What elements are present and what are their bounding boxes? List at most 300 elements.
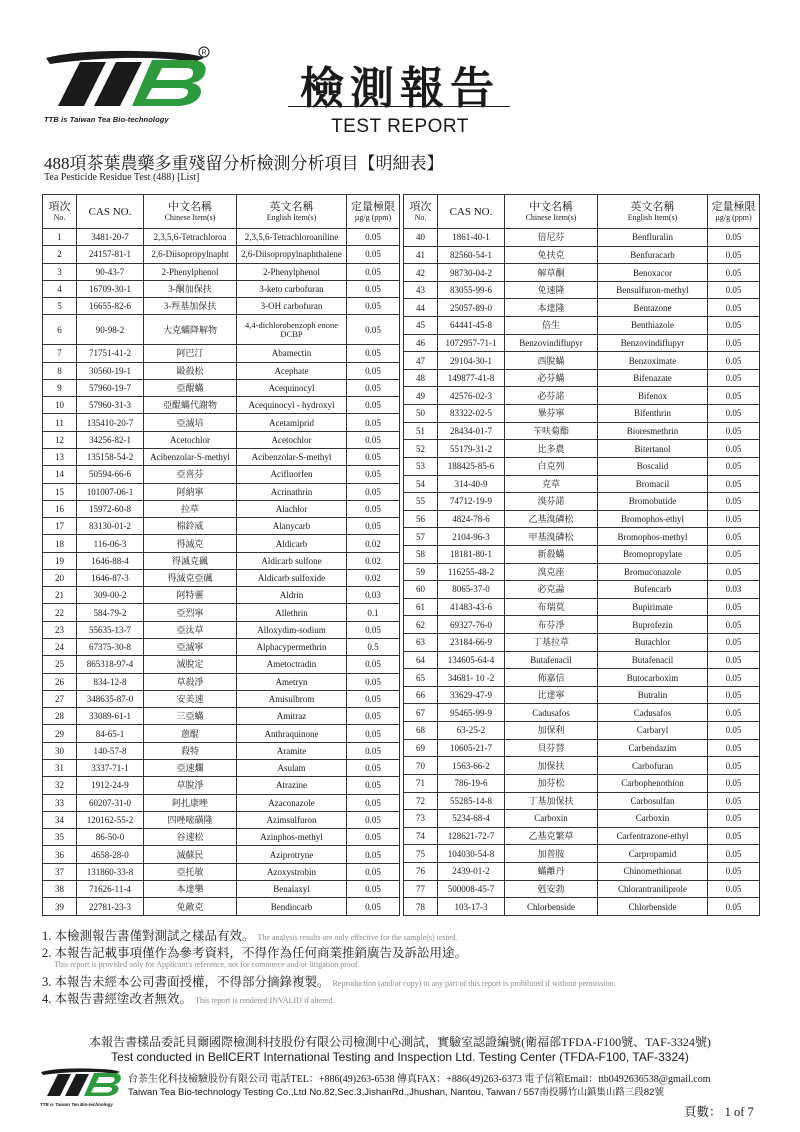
- table-row: [404, 440, 760, 458]
- cas-number: 188425-85-6: [438, 457, 505, 475]
- cas-number: 149877-41-8: [438, 369, 505, 387]
- loq-value: 0.05: [347, 708, 400, 725]
- loq-value: 0.05: [708, 827, 760, 845]
- english-name: Acequinocyl: [237, 379, 347, 396]
- loq-value: 0.05: [347, 246, 400, 263]
- row-no: 47: [404, 352, 438, 370]
- table-row: [404, 581, 760, 599]
- row-no: 36: [43, 846, 77, 863]
- chinese-name: 貝芬替: [505, 739, 598, 757]
- chinese-name: 谷速松: [144, 829, 237, 846]
- table-row: [404, 528, 760, 546]
- english-name: Bensulfuron-methyl: [598, 281, 708, 299]
- cas-number: 786-19-6: [438, 774, 505, 792]
- chinese-name: 3-酮加保扶: [144, 280, 237, 297]
- table-row: [404, 616, 760, 634]
- report-notes: [42, 926, 758, 1006]
- english-name: Benalaxyl: [237, 880, 347, 897]
- table-row: [404, 686, 760, 704]
- loq-value: 0.05: [708, 634, 760, 652]
- loq-value: 0.02: [347, 552, 400, 569]
- cas-number: 314-40-9: [438, 475, 505, 493]
- pesticide-tables: [42, 194, 758, 916]
- english-name: Butralin: [598, 686, 708, 704]
- header-cas: CAS NO.: [77, 195, 144, 229]
- chinese-name: 拉草: [144, 500, 237, 517]
- table-row: [43, 639, 400, 656]
- chinese-name: 布瑞莫: [505, 598, 598, 616]
- cas-number: 134605-64-4: [438, 651, 505, 669]
- list-title-en: Tea Pesticide Residue Test (488) [List]: [44, 172, 200, 183]
- row-no: 16: [43, 500, 77, 517]
- loq-value: 0.05: [347, 362, 400, 379]
- chinese-name: 白克列: [505, 457, 598, 475]
- cas-number: 33089-61-1: [77, 708, 144, 725]
- chinese-name: 蟎離丹: [505, 862, 598, 880]
- note-1: 1. 本檢測報告書僅對測試之樣品有效。 The analysis results are only effective for the sample(s) tested.: [42, 929, 458, 943]
- english-name: Acephate: [237, 362, 347, 379]
- svg-text:R: R: [201, 49, 207, 57]
- loq-value: 0.03: [347, 587, 400, 604]
- english-name: Aziprotryne: [237, 846, 347, 863]
- logo-tagline: TTB is Taiwan Tea Bio-technology: [44, 115, 169, 124]
- loq-value: 0.05: [347, 448, 400, 465]
- english-name: Carbosulfan: [598, 792, 708, 810]
- row-no: 77: [404, 880, 438, 898]
- table-row: [43, 500, 400, 517]
- english-name: Aldicarb: [237, 535, 347, 552]
- chinese-name: 佈嘉信: [505, 669, 598, 687]
- chinese-name: 加保扶: [505, 757, 598, 775]
- row-no: 21: [43, 587, 77, 604]
- row-no: 61: [404, 598, 438, 616]
- table-row: [404, 810, 760, 828]
- english-name: Benzovindiflupyr: [598, 334, 708, 352]
- chinese-name: 乙基克繁草: [505, 827, 598, 845]
- loq-value: 0.05: [347, 742, 400, 759]
- table-row: [404, 845, 760, 863]
- english-name: Carpropamid: [598, 845, 708, 863]
- english-name: Buprofezin: [598, 616, 708, 634]
- header-chinese-name: 中文名稱 Chinese Item(s): [144, 195, 237, 229]
- english-name: Bufencarb: [598, 581, 708, 599]
- row-no: 29: [43, 725, 77, 742]
- loq-value: 0.05: [347, 898, 400, 916]
- table-row: [404, 510, 760, 528]
- row-no: 39: [43, 898, 77, 916]
- cas-number: 3337-71-1: [77, 760, 144, 777]
- cas-number: 4824-78-6: [438, 510, 505, 528]
- row-no: 23: [43, 621, 77, 638]
- row-no: 43: [404, 281, 438, 299]
- table-header: [43, 195, 400, 229]
- loq-value: 0.05: [708, 704, 760, 722]
- table-row: [43, 466, 400, 483]
- chinese-name: 甲基溴磷松: [505, 528, 598, 546]
- english-name: Amisulbrom: [237, 690, 347, 707]
- row-no: 70: [404, 757, 438, 775]
- chinese-name: 阿扎康唑: [144, 794, 237, 811]
- english-name: 2-Phenylphenol: [237, 263, 347, 280]
- row-no: 2: [43, 246, 77, 263]
- cas-number: 103-17-3: [438, 898, 505, 916]
- row-no: 34: [43, 811, 77, 828]
- loq-value: 0.05: [347, 397, 400, 414]
- row-no: 45: [404, 317, 438, 335]
- chinese-name: 得滅克: [144, 535, 237, 552]
- cas-number: 2104-96-3: [438, 528, 505, 546]
- chinese-name: 本達樂: [144, 880, 237, 897]
- cas-number: 5234-68-4: [438, 810, 505, 828]
- chinese-name: 2,3,5,6-Tetrachloroa: [144, 229, 237, 246]
- english-name: Acifluorfen: [237, 466, 347, 483]
- row-no: 67: [404, 704, 438, 722]
- cas-number: 140-57-8: [77, 742, 144, 759]
- cas-number: 8065-37-0: [438, 581, 505, 599]
- english-name: 3-OH carbofuran: [237, 298, 347, 315]
- english-name: Azinphos-methyl: [237, 829, 347, 846]
- loq-value: 0.05: [708, 334, 760, 352]
- row-no: 10: [43, 397, 77, 414]
- chinese-name: 草脫淨: [144, 777, 237, 794]
- row-no: 32: [43, 777, 77, 794]
- row-no: 46: [404, 334, 438, 352]
- ttb-logo-small-icon: [40, 1066, 124, 1097]
- row-no: 14: [43, 466, 77, 483]
- english-name: Aldicarb sulfoxide: [237, 569, 347, 586]
- cas-number: 33629-47-9: [438, 686, 505, 704]
- row-no: 27: [43, 690, 77, 707]
- table-row: [404, 352, 760, 370]
- chinese-name: 亞托敏: [144, 863, 237, 880]
- cas-number: 60207-31-0: [77, 794, 144, 811]
- company-address-en: Taiwan Tea Bio-technology Testing Co.,Ltd No.82,Sec.3,JishanRd.,Jhushan, Nantou, Taiwan / 557南投縣竹山鎮集山路三段82號: [128, 1087, 664, 1098]
- row-no: 13: [43, 448, 77, 465]
- english-name: Benfuracarb: [598, 246, 708, 264]
- cas-number: 71626-11-4: [77, 880, 144, 897]
- table-row: [404, 493, 760, 511]
- table-row: [404, 229, 760, 247]
- cas-number: 84-65-1: [77, 725, 144, 742]
- chinese-name: 倍生: [505, 317, 598, 335]
- chinese-name: 苄呋菊酯: [505, 422, 598, 440]
- chinese-name: 亞速爛: [144, 760, 237, 777]
- english-name: Bupirimate: [598, 598, 708, 616]
- pesticide-table-left: [42, 194, 400, 916]
- loq-value: 0.05: [708, 264, 760, 282]
- loq-value: 0.05: [708, 317, 760, 335]
- loq-value: 0.05: [347, 846, 400, 863]
- table-row: [404, 281, 760, 299]
- footer-logo-tagline: TTB is Taiwan Tea Bio-technology: [40, 1102, 113, 1107]
- english-name: Bromobutide: [598, 493, 708, 511]
- cas-number: 22781-23-3: [77, 898, 144, 916]
- chinese-name: 比多農: [505, 440, 598, 458]
- note-2-en: This report is provided only for Applicant's reference, not for commerce and/or litigation proof.: [54, 960, 360, 969]
- english-name: Bendiocarb: [237, 898, 347, 916]
- chinese-name: 丁基拉草: [505, 634, 598, 652]
- row-no: 3: [43, 263, 77, 280]
- table-row: [43, 229, 400, 246]
- row-no: 54: [404, 475, 438, 493]
- chinese-name: 殺特: [144, 742, 237, 759]
- table-row: [43, 431, 400, 448]
- chinese-name: Carboxin: [505, 810, 598, 828]
- note-4: 4. 本報告書經塗改者無效。 This report is rendered INVALID if altered.: [42, 992, 335, 1006]
- row-no: 78: [404, 898, 438, 916]
- chinese-name: Chlorbenside: [505, 898, 598, 916]
- loq-value: 0.05: [347, 725, 400, 742]
- chinese-name: 解草酮: [505, 264, 598, 282]
- loq-value: 0.05: [708, 510, 760, 528]
- english-name: Bromophos-ethyl: [598, 510, 708, 528]
- chinese-name: 丁基加保扶: [505, 792, 598, 810]
- english-name: Acrinathrin: [237, 483, 347, 500]
- row-no: 73: [404, 810, 438, 828]
- english-name: Bitertanol: [598, 440, 708, 458]
- english-name: Bromopropylate: [598, 545, 708, 563]
- table-row: [404, 880, 760, 898]
- loq-value: 0.05: [708, 757, 760, 775]
- chinese-name: 亞喜芬: [144, 466, 237, 483]
- chinese-name: 滅蘇民: [144, 846, 237, 863]
- chinese-name: 得滅克碸: [144, 552, 237, 569]
- loq-value: 0.05: [347, 263, 400, 280]
- row-no: 64: [404, 651, 438, 669]
- note-3: 3. 本報告未經本公司書面授權，不得部分摘錄複製。 Reproduction (and/or copy) to any part of this report is prohibited if without permission.: [42, 975, 616, 989]
- loq-value: 0.02: [347, 569, 400, 586]
- cas-number: 55179-31-2: [438, 440, 505, 458]
- cas-number: 348635-87-0: [77, 690, 144, 707]
- cas-number: 1646-87-3: [77, 569, 144, 586]
- chinese-name: 新殺蟎: [505, 545, 598, 563]
- row-no: 55: [404, 493, 438, 511]
- loq-value: 0.05: [708, 545, 760, 563]
- loq-value: 0.05: [347, 280, 400, 297]
- table-row: [404, 334, 760, 352]
- cas-number: 83130-01-2: [77, 518, 144, 535]
- table-row: [404, 898, 760, 916]
- row-no: 9: [43, 379, 77, 396]
- row-no: 41: [404, 246, 438, 264]
- loq-value: 0.05: [347, 229, 400, 246]
- chinese-name: 溴芬諾: [505, 493, 598, 511]
- loq-value: 0.05: [708, 651, 760, 669]
- table-row: [43, 846, 400, 863]
- cas-number: 104030-54-8: [438, 845, 505, 863]
- table-row: [404, 422, 760, 440]
- english-name: Alachlor: [237, 500, 347, 517]
- english-name: 4,4-dichlorobenzoph enone DCBP: [237, 315, 347, 345]
- table-row: [43, 673, 400, 690]
- footer-logo: [40, 1066, 126, 1107]
- loq-value: 0.05: [347, 500, 400, 517]
- row-no: 44: [404, 299, 438, 317]
- row-no: 40: [404, 229, 438, 247]
- header-cas: CAS NO.: [438, 195, 505, 229]
- cas-number: 116-06-3: [77, 535, 144, 552]
- row-no: 35: [43, 829, 77, 846]
- table-row: [43, 518, 400, 535]
- chinese-name: 西脫蟎: [505, 352, 598, 370]
- table-row: [43, 362, 400, 379]
- chinese-name: 克草: [505, 475, 598, 493]
- loq-value: 0.05: [708, 792, 760, 810]
- english-name: Bromacil: [598, 475, 708, 493]
- loq-value: 0.05: [347, 794, 400, 811]
- row-no: 72: [404, 792, 438, 810]
- cas-number: 116255-48-2: [438, 563, 505, 581]
- english-name: Carbaryl: [598, 722, 708, 740]
- cas-number: 30560-19-1: [77, 362, 144, 379]
- english-name: Benthiazole: [598, 317, 708, 335]
- table-row: [404, 792, 760, 810]
- cas-number: 71751-41-2: [77, 345, 144, 362]
- english-name: Bentazone: [598, 299, 708, 317]
- loq-value: 0.05: [347, 760, 400, 777]
- chinese-name: 畢芬寧: [505, 405, 598, 423]
- cas-number: 57960-31-3: [77, 397, 144, 414]
- table-row: [404, 722, 760, 740]
- row-no: 15: [43, 483, 77, 500]
- loq-value: 0.05: [347, 656, 400, 673]
- chinese-name: 毆殺松: [144, 362, 237, 379]
- table-row: [404, 264, 760, 282]
- table-row: [43, 725, 400, 742]
- ttb-logo: [44, 46, 212, 126]
- chinese-name: 免敵克: [144, 898, 237, 916]
- chinese-name: 滅脫定: [144, 656, 237, 673]
- loq-value: 0.03: [708, 581, 760, 599]
- title-divider: [288, 106, 510, 107]
- cas-number: 128621-72-7: [438, 827, 505, 845]
- row-no: 42: [404, 264, 438, 282]
- row-no: 28: [43, 708, 77, 725]
- table-row: [404, 827, 760, 845]
- loq-value: 0.05: [708, 686, 760, 704]
- cas-number: 74712-19-9: [438, 493, 505, 511]
- table-row: [43, 777, 400, 794]
- cas-number: 55635-13-7: [77, 621, 144, 638]
- chinese-name: 棉鈴威: [144, 518, 237, 535]
- cas-number: 1646-88-4: [77, 552, 144, 569]
- english-name: Carfentrazone-ethyl: [598, 827, 708, 845]
- table-row: [43, 708, 400, 725]
- loq-value: 0.02: [347, 535, 400, 552]
- row-no: 71: [404, 774, 438, 792]
- chinese-name: 阿巴汀: [144, 345, 237, 362]
- table-row: [43, 742, 400, 759]
- table-header: [404, 195, 760, 229]
- table-body: [43, 229, 400, 916]
- chinese-name: 免扶克: [505, 246, 598, 264]
- english-name: Butafenacil: [598, 651, 708, 669]
- english-name: Ametoctradin: [237, 656, 347, 673]
- row-no: 68: [404, 722, 438, 740]
- chinese-name: 必芬蟎: [505, 369, 598, 387]
- row-no: 18: [43, 535, 77, 552]
- row-no: 52: [404, 440, 438, 458]
- cas-number: 82560-54-1: [438, 246, 505, 264]
- cas-number: 10605-21-7: [438, 739, 505, 757]
- cas-number: 24157-81-1: [77, 246, 144, 263]
- english-name: Butocarboxim: [598, 669, 708, 687]
- cas-number: 25057-89-0: [438, 299, 505, 317]
- row-no: 58: [404, 545, 438, 563]
- loq-value: 0.05: [347, 431, 400, 448]
- chinese-name: 倍尼芬: [505, 229, 598, 247]
- cas-number: 28434-01-7: [438, 422, 505, 440]
- cas-number: 50594-66-6: [77, 466, 144, 483]
- loq-value: 0.05: [708, 722, 760, 740]
- cas-number: 1861-40-1: [438, 229, 505, 247]
- english-name: Acetochlor: [237, 431, 347, 448]
- ttb-logo-icon: [44, 46, 212, 108]
- loq-value: 0.05: [347, 673, 400, 690]
- loq-value: 0.05: [347, 829, 400, 846]
- english-name: Chlorantraniliprole: [598, 880, 708, 898]
- loq-value: 0.05: [347, 298, 400, 315]
- chinese-name: Butafenacil: [505, 651, 598, 669]
- loq-value: 0.05: [347, 863, 400, 880]
- table-row: [43, 587, 400, 604]
- note-2: 2. 本報告記載事項僅作為參考資料，不得作為任何商業推銷廣告及訴訟用途。: [42, 946, 468, 960]
- loq-value: 0.05: [708, 299, 760, 317]
- cas-number: 95465-99-9: [438, 704, 505, 722]
- english-name: 2,6-Diisopropylnaphthalene: [237, 246, 347, 263]
- cas-number: 69327-76-0: [438, 616, 505, 634]
- chinese-name: 比達寧: [505, 686, 598, 704]
- header-english-name: 英文名稱 English Item(s): [237, 195, 347, 229]
- table-row: [404, 545, 760, 563]
- english-name: Carboxin: [598, 810, 708, 828]
- cas-number: 15972-60-8: [77, 500, 144, 517]
- chinese-name: 亞醌蟎: [144, 379, 237, 396]
- row-no: 62: [404, 616, 438, 634]
- cas-number: 101007-06-1: [77, 483, 144, 500]
- english-name: Benoxacor: [598, 264, 708, 282]
- english-name: Chlorbenside: [598, 898, 708, 916]
- loq-value: 0.05: [708, 774, 760, 792]
- row-no: 24: [43, 639, 77, 656]
- loq-value: 0.05: [708, 739, 760, 757]
- table-row: [404, 669, 760, 687]
- loq-value: 0.05: [347, 345, 400, 362]
- cas-number: 120162-55-2: [77, 811, 144, 828]
- row-no: 22: [43, 604, 77, 621]
- table-row: [43, 760, 400, 777]
- row-no: 7: [43, 345, 77, 362]
- loq-value: 0.05: [708, 475, 760, 493]
- english-name: Bioresmethrin: [598, 422, 708, 440]
- cas-number: 135158-54-2: [77, 448, 144, 465]
- cas-number: 131860-33-8: [77, 863, 144, 880]
- loq-value: 0.05: [708, 229, 760, 247]
- cas-number: 865318-97-4: [77, 656, 144, 673]
- table-row: [43, 829, 400, 846]
- table-row: [404, 246, 760, 264]
- loq-value: 0.05: [347, 880, 400, 897]
- english-name: Acetamiprid: [237, 414, 347, 431]
- loq-value: 0.05: [708, 246, 760, 264]
- loq-value: 0.05: [347, 379, 400, 396]
- cas-number: 500008-45-7: [438, 880, 505, 898]
- table-row: [404, 774, 760, 792]
- english-name: Atrazine: [237, 777, 347, 794]
- english-name: Carbophenothion: [598, 774, 708, 792]
- row-no: 69: [404, 739, 438, 757]
- row-no: 12: [43, 431, 77, 448]
